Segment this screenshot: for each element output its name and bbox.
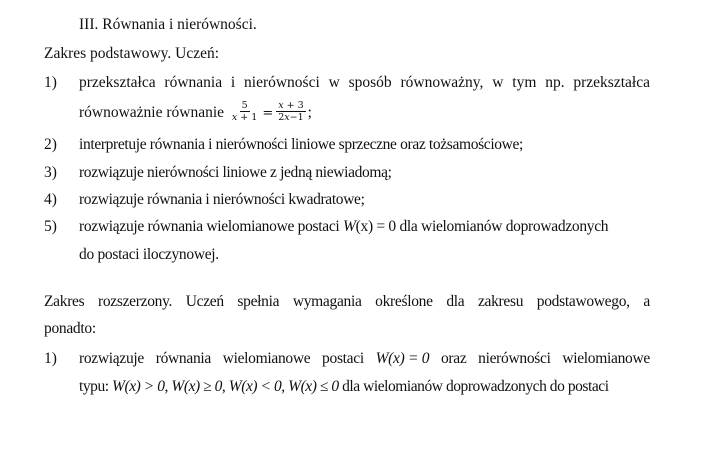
fraction-5-over-x-plus-1: $\frac{5}{x + 1}$ — [231, 100, 258, 123]
section-title: III. Równania i nierówności. — [79, 16, 257, 33]
item-text: rozwiązuje równania i nierówności kwadratowe; — [79, 191, 365, 208]
item-text-line2: typu: W(x) > 0, W(x) ≥ 0, W(x) < 0, W(x) ≤ 0 dla wielomianów doprowadzonych do postaci — [79, 378, 609, 395]
item-text-line2: do postaci iloczynowej. — [79, 246, 219, 263]
item-number: 1) — [44, 350, 57, 367]
item-text-line2: równoważnie równanie $\frac{5}{x + 1}$ = $\frac{x + 3}{2x-1}$ ; — [79, 100, 312, 123]
extended-scope-heading: Zakres rozszerzony. Uczeń spełnia wymagania określone dla zakresu podstawowego, a — [44, 293, 650, 310]
item-number: 2) — [44, 136, 57, 153]
item-number: 3) — [44, 164, 57, 181]
fraction-x-plus-3-over-2x-minus-1: $\frac{x + 3}{2x-1}$ — [278, 100, 304, 123]
item-number: 4) — [44, 191, 57, 208]
item-number: 1) — [44, 74, 57, 91]
item-text: interpretuje równania i nierówności liniowe sprzeczne oraz tożsamościowe; — [79, 136, 524, 153]
item-text-line1: przekształca równania i nierówności w sposób równoważny, w tym np. przekształca — [79, 74, 650, 91]
item-text-line1: rozwiązuje równania wielomianowe postaci W(x) = 0 oraz nierówności wielomianowe — [79, 350, 650, 367]
extended-scope-heading-line2: ponadto: — [44, 320, 96, 337]
basic-scope-heading: Zakres podstawowy. Uczeń: — [44, 45, 220, 62]
item-text: rozwiązuje nierówności liniowe z jedną niewiadomą; — [79, 164, 392, 181]
item-text-line1: rozwiązuje równania wielomianowe postaci W(x) = 0 dla wielomianów doprowadzonych — [79, 218, 609, 235]
item-number: 5) — [44, 218, 57, 235]
